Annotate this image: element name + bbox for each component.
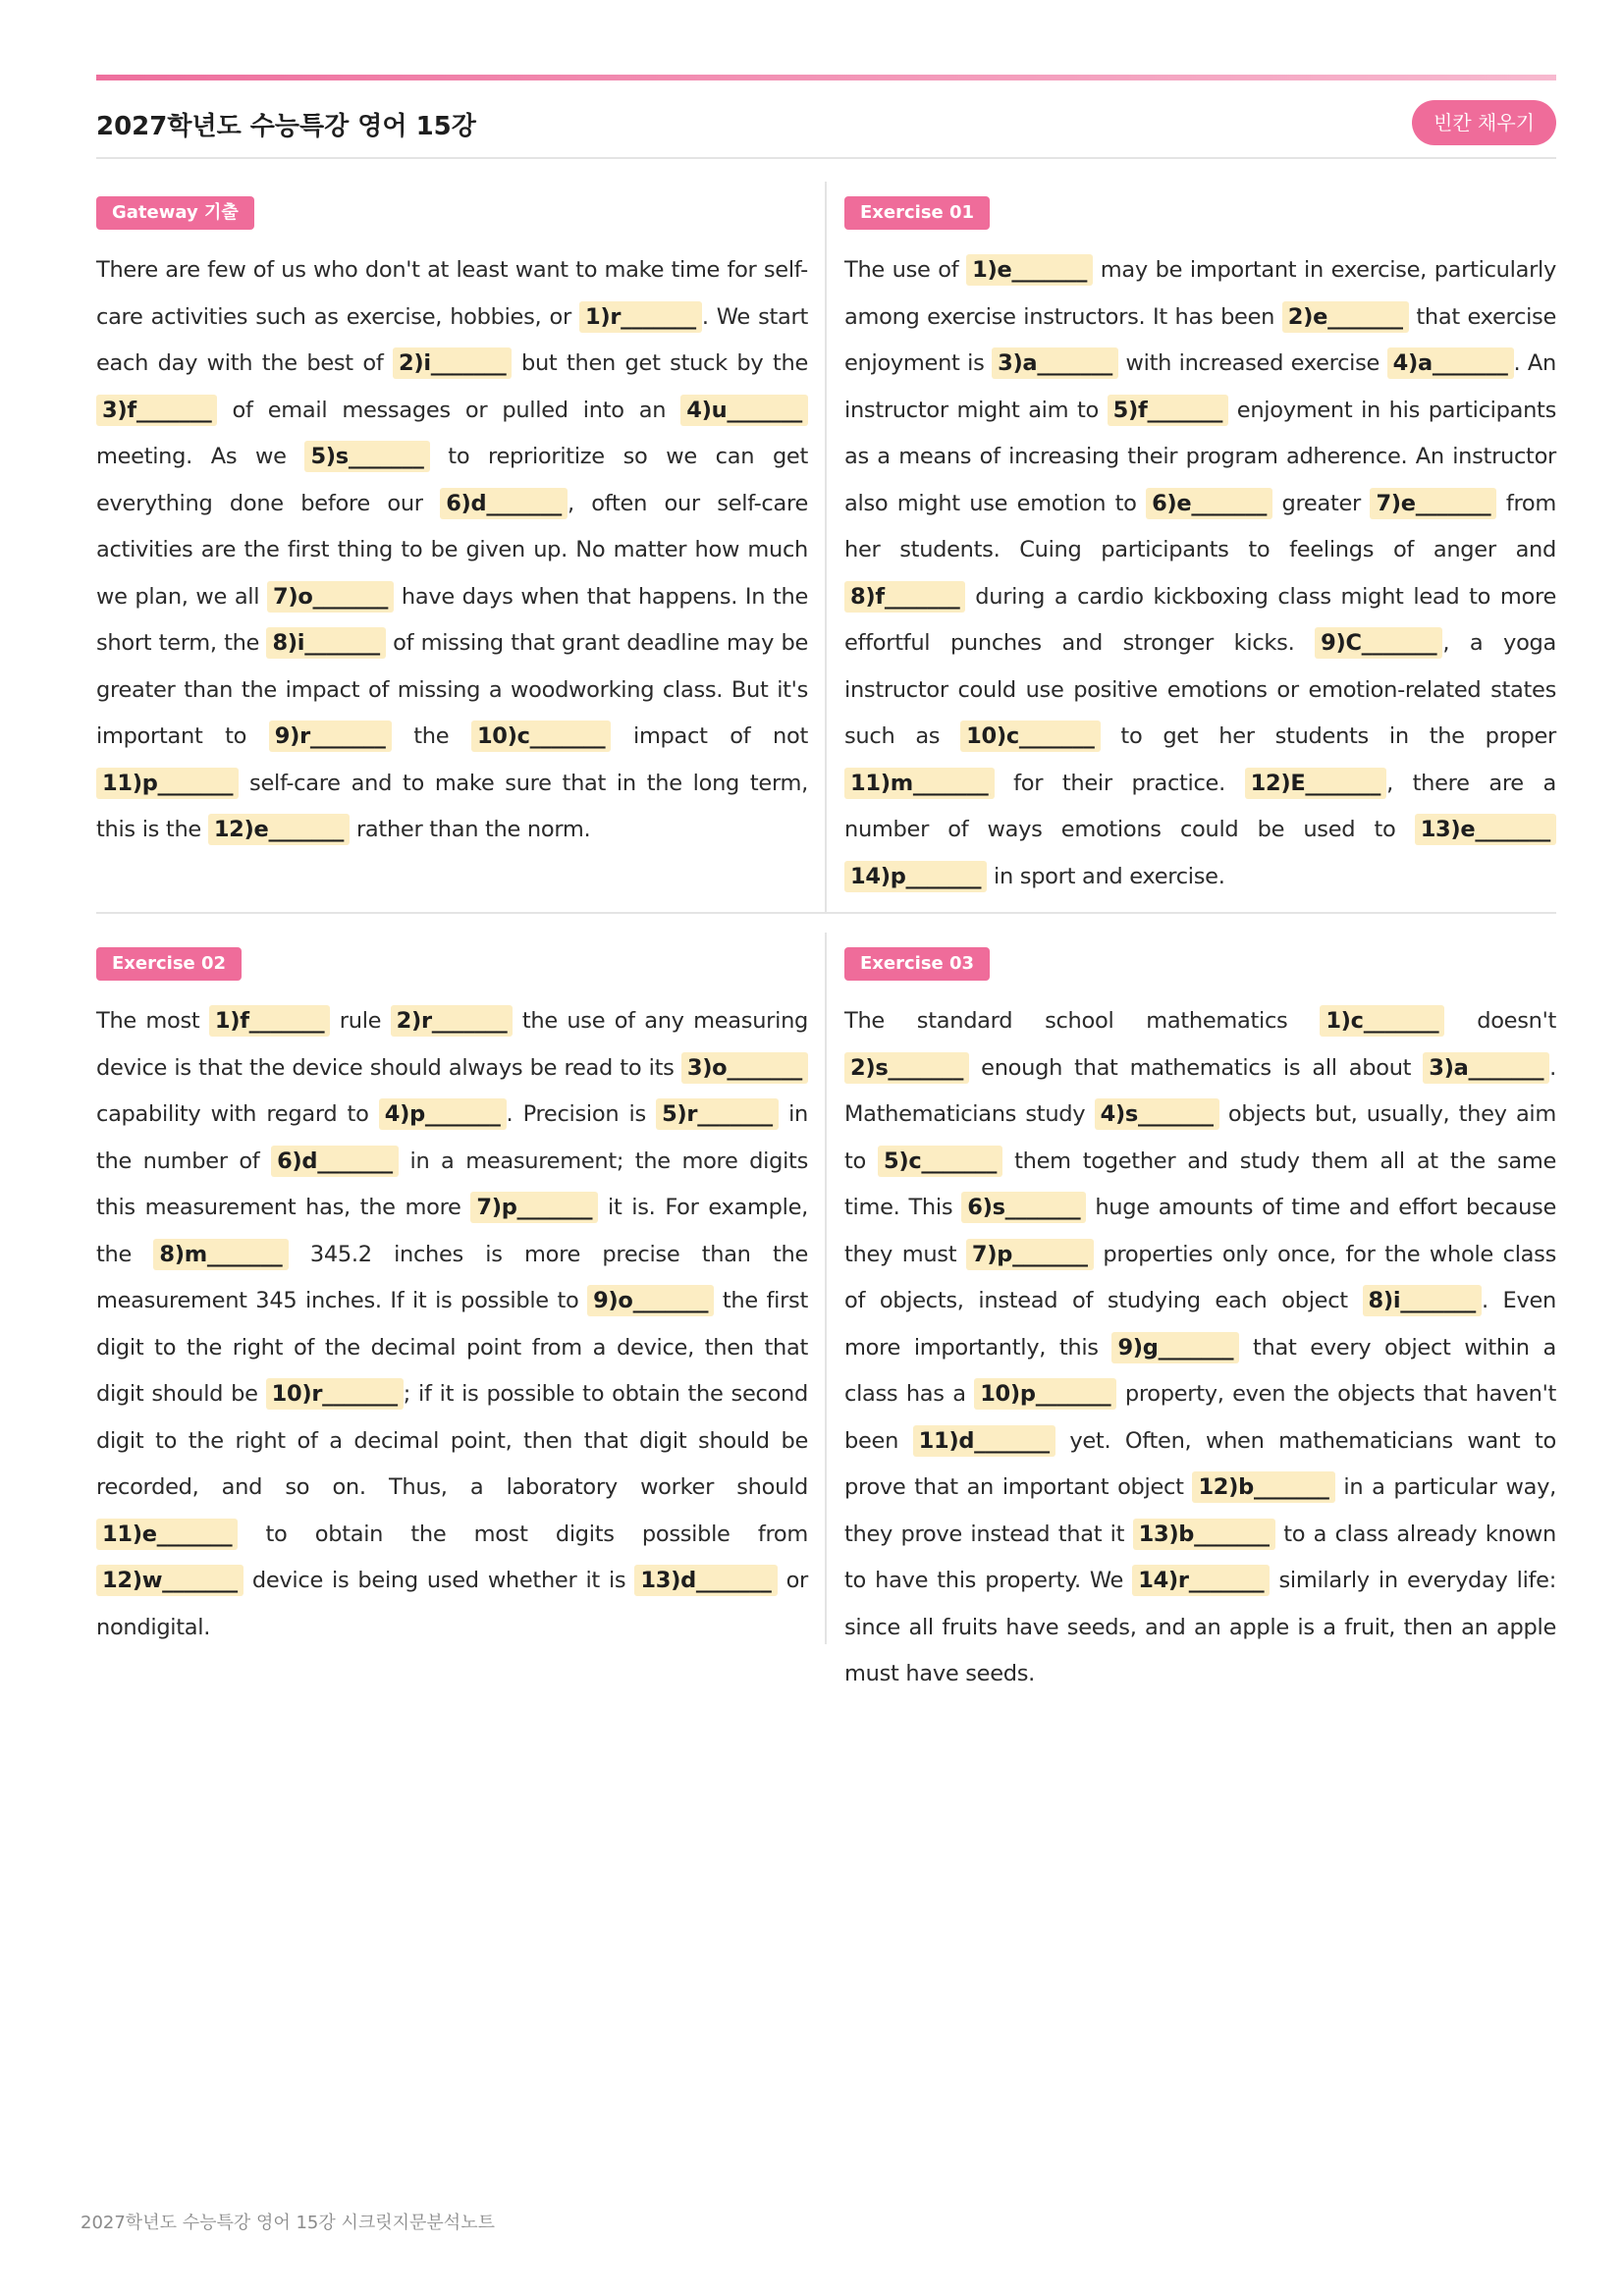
answer-blank[interactable]: 6)d_______ [271,1146,399,1177]
answer-blank[interactable]: 11)d_______ [913,1425,1055,1457]
answer-blank[interactable]: 12)b_______ [1192,1471,1334,1503]
answer-blank[interactable]: 1)f_______ [209,1005,330,1037]
answer-blank[interactable]: 7)o_______ [267,581,394,613]
answer-blank[interactable]: 2)s_______ [844,1052,969,1084]
passage-segment: of missing that grant deadline may be greater than the impact of missing a woodworking class. But it's important to [96,630,808,749]
answer-blank[interactable]: 13)b_______ [1133,1519,1275,1550]
passage-text [96,247,808,854]
answer-blank[interactable]: 11)p_______ [96,768,239,799]
answer-blank[interactable]: 10)c_______ [471,721,611,752]
section-tag: Gateway 기출 [96,196,254,230]
answer-blank[interactable]: 2)i_______ [393,347,512,379]
answer-blank[interactable]: 14)p_______ [844,861,987,892]
answer-blank[interactable]: 8)i_______ [266,627,385,659]
passage-segment: rule [330,1008,391,1034]
passage-segment: may be important in exercise, particularly among exercise instructors. It has been [844,257,1556,330]
answer-blank[interactable]: 9)C_______ [1315,627,1442,659]
passage-segment: the [391,723,471,749]
passage-segment: in a particular way, they prove instead that it [844,1474,1556,1547]
passage-segment: The standard school mathematics [844,1008,1321,1034]
answer-blank[interactable]: 12)w_______ [96,1565,243,1596]
answer-blank[interactable]: 6)e_______ [1146,488,1272,519]
passage-segment: that every object within a class has a [844,1334,1556,1407]
passage-segment: , there are a number of ways emotions could be used to [844,770,1556,842]
answer-blank[interactable]: 7)e_______ [1370,488,1496,519]
column-divider-top [825,182,827,913]
passage-segment: huge amounts of time and effort because they must [844,1195,1557,1267]
page-footer: 2027학년도 수능특강 영어 15강 시크릿지문분석노트 [81,2213,495,2233]
passage-segment: device is being used whether it is [243,1568,635,1593]
passage-segment: or nondigital. [96,1568,808,1640]
section-gateway [96,196,808,854]
passage-segment: self-care and to make sure that in the long term, this is the [96,770,808,842]
passage-segment: There are few of us who don't at least want to make time for self-care activities such as exercise, hobbies, or [96,257,808,330]
passage-segment: meeting. As we [96,444,305,469]
answer-blank[interactable]: 10)c_______ [960,721,1100,752]
passage-segment: to a class already known to have this property. We [844,1521,1556,1593]
passage-segment: , a yoga instructor could use positive emotions or emotion-related states such as [844,630,1557,749]
answer-blank[interactable]: 6)d_______ [440,488,568,519]
section-tag: Exercise 02 [96,947,242,981]
passage-segment: with increased exercise [1117,350,1387,376]
passage-segment: but then get stuck by the [512,350,808,376]
answer-blank[interactable]: 4)s_______ [1095,1098,1219,1130]
passage-segment: the first digit to the right of the decimal point from a device, then that digit should be [96,1288,808,1407]
passage-segment: The most [96,1008,209,1034]
answer-blank[interactable]: 10)p_______ [974,1378,1116,1410]
passage-segment: in sport and exercise. [987,863,1225,889]
answer-blank[interactable]: 13)d_______ [634,1565,777,1596]
passage-segment: The use of [844,257,967,283]
passage-text [96,998,808,1651]
passage-segment: impact of not [611,723,808,749]
fill-in-blank-badge[interactable]: 빈칸 채우기 [1412,100,1556,145]
answer-blank[interactable]: 8)f_______ [844,581,965,613]
passage-segment: . Precision is [506,1101,657,1127]
answer-blank[interactable]: 11)m_______ [844,768,995,799]
answer-blank[interactable]: 9)o_______ [587,1285,714,1316]
answer-blank[interactable]: 3)a_______ [1423,1052,1549,1084]
passage-segment: to obtain the most digits possible from [238,1521,808,1547]
passage-segment: greater [1272,490,1371,516]
passage-segment: similarly in everyday life: since all fruits have seeds, and an apple is a fruit, then an apple must have seeds. [844,1568,1556,1686]
answer-blank[interactable]: 6)s_______ [961,1192,1086,1223]
answer-blank[interactable]: 7)p_______ [470,1192,598,1223]
answer-blank[interactable]: 5)c_______ [878,1146,1002,1177]
answer-blank[interactable]: 4)p_______ [379,1098,507,1130]
passage-segment: properties only once, for the whole class of objects, instead of studying each object [844,1241,1556,1313]
section-exercise-03 [844,947,1556,1698]
passage-segment: to get her students in the proper [1100,723,1556,749]
passage-segment: capability with regard to [96,1101,379,1127]
passage-text [844,247,1556,900]
passage-segment: from her students. Cuing participants to feelings of anger and [844,490,1557,562]
passage-segment: in the number of [96,1101,808,1174]
passage-text [844,998,1556,1698]
answer-blank[interactable]: 14)r_______ [1132,1565,1270,1596]
answer-blank[interactable]: 11)e_______ [96,1519,238,1550]
passage-segment: . An instructor might aim to [844,350,1556,423]
top-accent-bar [96,75,1556,80]
answer-blank[interactable]: 1)c_______ [1320,1005,1444,1037]
answer-blank[interactable]: 9)g_______ [1111,1332,1239,1363]
answer-blank[interactable]: 3)a_______ [992,347,1118,379]
passage-segment: 345.2 inches is more precise than the measurement 345 inches. If it is possible to [96,1241,808,1313]
passage-segment: rather than the norm. [350,817,591,842]
passage-segment: to reprioritize so we can get everything done before our [96,444,808,516]
passage-segment: property, even the objects that haven't been [844,1381,1556,1454]
section-tag: Exercise 01 [844,196,990,230]
passage-segment: doesn't [1444,1008,1556,1034]
passage-segment: that exercise enjoyment is [844,303,1556,376]
passage-segment: have days when that happens. In the short term, the [96,583,808,656]
answer-blank[interactable]: 2)r_______ [391,1005,514,1037]
answer-blank[interactable]: 3)f_______ [96,395,217,426]
passage-segment: . We start each day with the best of [96,303,808,376]
answer-blank[interactable]: 4)u_______ [680,395,808,426]
answer-blank[interactable]: 7)p_______ [966,1239,1094,1270]
passage-segment: of email messages or pulled into an [217,397,681,423]
passage-segment: for their practice. [994,770,1245,796]
section-exercise-02 [96,947,808,1651]
passage-segment: yet. Often, when mathematicians want to prove that an important object [844,1427,1556,1500]
answer-blank[interactable]: 2)e_______ [1282,301,1409,333]
answer-blank[interactable]: 12)E_______ [1245,768,1386,799]
answer-blank[interactable]: 5)r_______ [656,1098,779,1130]
answer-blank[interactable]: 9)r_______ [269,721,392,752]
page-title: 2027학년도 수능특강 영어 15강 [96,112,476,141]
section-exercise-01 [844,196,1556,900]
answer-blank[interactable]: 5)f_______ [1108,395,1228,426]
passage-segment: enjoyment in his participants as a means of increasing their program adherence. An instructor also might use emotion to [844,397,1556,516]
answer-blank[interactable]: 5)s_______ [304,441,429,472]
passage-segment: . Even more importantly, this [844,1288,1556,1361]
answer-blank[interactable]: 3)o_______ [681,1052,808,1084]
answer-blank[interactable]: 12)e_______ [208,814,350,845]
passage-segment: enough that mathematics is all about [969,1054,1424,1081]
answer-blank[interactable]: 13)e_______ [1415,814,1556,845]
answer-blank[interactable]: 1)r_______ [579,301,702,333]
page-header [96,96,1556,159]
answer-blank[interactable]: 4)a_______ [1387,347,1514,379]
passage-segment: , often our self-care activities are the first thing to be given up. No matter how much we plan, we all [96,490,808,610]
passage-segment: objects but, usually, they aim to [844,1101,1556,1174]
section-tag: Exercise 03 [844,947,990,981]
passage-segment: the use of any measuring device is that the device should always be read to its [96,1008,809,1081]
passage-segment: ; if it is possible to obtain the second digit to the right of a decimal point, then that digit should be recorded, and so on. Thus, a laboratory worker should [96,1381,808,1500]
answer-blank[interactable]: 8)m_______ [153,1239,288,1270]
row-divider [96,912,1556,914]
passage-segment: them together and study them all at the same time. This [844,1148,1556,1220]
passage-segment: during a cardio kickboxing class might lead to more effortful punches and stronger kicks. [844,583,1556,656]
passage-segment: in a measurement; the more digits this measurement has, the more [96,1148,808,1220]
answer-blank[interactable]: 10)r_______ [266,1378,404,1410]
column-divider-bottom [825,933,827,1644]
passage-segment: . Mathematicians study [844,1054,1556,1127]
answer-blank[interactable]: 1)e_______ [966,254,1093,286]
answer-blank[interactable]: 8)i_______ [1363,1285,1482,1316]
passage-segment: it is. For example, the [96,1195,808,1267]
